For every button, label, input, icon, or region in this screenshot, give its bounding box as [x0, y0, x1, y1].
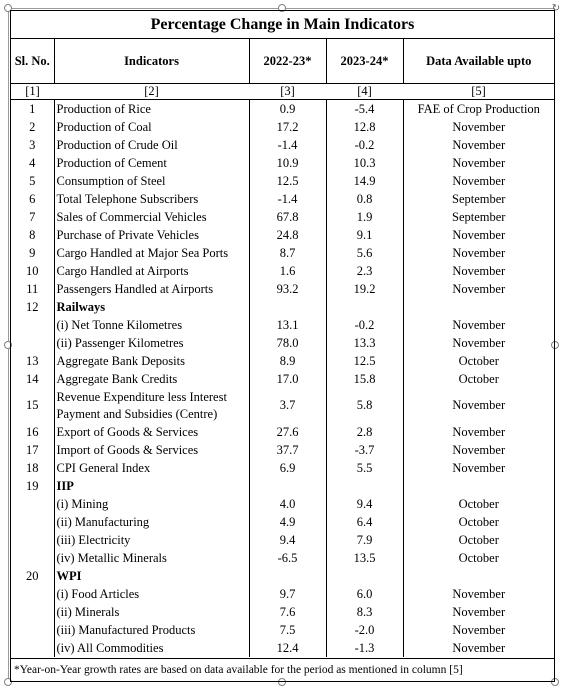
- row-sl-no: 16: [11, 423, 54, 441]
- row-indicator: WPI: [54, 567, 249, 585]
- row-data-available: [403, 298, 554, 316]
- row-indicator: Sales of Commercial Vehicles: [54, 208, 249, 226]
- row-data-available: October: [458, 550, 499, 565]
- row-data-available: November: [452, 640, 506, 655]
- table-row: [11, 226, 554, 244]
- row-value-2022-23: 8.7: [249, 244, 326, 262]
- row-sl-no: 17: [11, 441, 54, 459]
- row-data-available: October: [458, 532, 499, 547]
- row-indicator: Production of Rice: [54, 100, 249, 119]
- table-row: [11, 280, 554, 298]
- column-number-row: [11, 84, 554, 100]
- row-value-2023-24: -5.4: [326, 100, 403, 119]
- row-value-2022-23: -1.4: [249, 190, 326, 208]
- table-title: Percentage Change in Main Indicators: [11, 11, 554, 39]
- row-indicator: (ii) Passenger Kilometres: [54, 334, 249, 352]
- row-value-2022-23: [249, 477, 326, 495]
- row-sl-no: 2: [11, 118, 54, 136]
- row-sl-no: 5: [11, 172, 54, 190]
- table-row: [11, 388, 554, 423]
- row-data-available: September: [452, 191, 506, 206]
- table-row: [11, 459, 554, 477]
- row-indicator: (iii) Electricity: [54, 531, 249, 549]
- row-value-2022-23: 6.9: [249, 459, 326, 477]
- row-value-2023-24: 9.1: [326, 226, 403, 244]
- row-value-2022-23: 17.2: [249, 118, 326, 136]
- row-data-available: November: [452, 119, 506, 134]
- row-sl-no: [11, 621, 54, 639]
- row-value-2023-24: 2.3: [326, 262, 403, 280]
- row-sl-no: 20: [11, 567, 54, 585]
- row-value-2022-23: 93.2: [249, 280, 326, 298]
- row-value-2023-24: 5.5: [326, 459, 403, 477]
- row-value-2022-23: 4.9: [249, 513, 326, 531]
- row-sl-no: [11, 549, 54, 567]
- row-value-2022-23: 7.5: [249, 621, 326, 639]
- row-indicator: Revenue Expenditure less Interest Payment and Subsidies (Centre): [54, 388, 249, 423]
- row-indicator: (ii) Minerals: [54, 603, 249, 621]
- header-indicators: Indicators: [54, 39, 249, 84]
- row-value-2022-23: 10.9: [249, 154, 326, 172]
- row-data-available: November: [452, 245, 506, 260]
- row-value-2023-24: 5.8: [326, 388, 403, 423]
- table-row: [11, 262, 554, 280]
- row-value-2023-24: 8.3: [326, 603, 403, 621]
- row-sl-no: 3: [11, 136, 54, 154]
- row-value-2023-24: 1.9: [326, 208, 403, 226]
- row-indicator: Production of Coal: [54, 118, 249, 136]
- row-indicator: (i) Food Articles: [54, 585, 249, 603]
- table-row: [11, 639, 554, 657]
- row-indicator: Total Telephone Subscribers: [54, 190, 249, 208]
- table-row: [11, 100, 554, 119]
- row-sl-no: [11, 495, 54, 513]
- row-data-available: October: [458, 496, 499, 511]
- row-value-2023-24: 13.5: [326, 549, 403, 567]
- row-data-available: November: [452, 155, 506, 170]
- row-data-available: November: [452, 622, 506, 637]
- table-row: [11, 603, 554, 621]
- row-value-2023-24: -0.2: [326, 136, 403, 154]
- table-row: [11, 585, 554, 603]
- row-sl-no: [11, 639, 54, 657]
- row-value-2023-24: 5.6: [326, 244, 403, 262]
- table-row: [11, 334, 554, 352]
- row-data-available: September: [452, 209, 506, 224]
- row-indicator: Purchase of Private Vehicles: [54, 226, 249, 244]
- header-row: [11, 39, 554, 84]
- row-value-2022-23: [249, 298, 326, 316]
- row-value-2022-23: 9.7: [249, 585, 326, 603]
- row-value-2023-24: -3.7: [326, 441, 403, 459]
- table-row: [11, 208, 554, 226]
- table-row: [11, 441, 554, 459]
- table-row: [11, 513, 554, 531]
- column-number: [3]: [249, 84, 326, 100]
- row-sl-no: 6: [11, 190, 54, 208]
- row-sl-no: 9: [11, 244, 54, 262]
- header-2022-23: 2022-23*: [249, 39, 326, 84]
- row-indicator: Aggregate Bank Credits: [54, 370, 249, 388]
- row-value-2023-24: [326, 477, 403, 495]
- table-row: [11, 136, 554, 154]
- row-value-2022-23: [249, 567, 326, 585]
- row-sl-no: [11, 316, 54, 334]
- row-value-2022-23: 9.4: [249, 531, 326, 549]
- row-value-2022-23: 0.9: [249, 100, 326, 119]
- row-sl-no: 10: [11, 262, 54, 280]
- row-sl-no: [11, 585, 54, 603]
- row-value-2023-24: 12.8: [326, 118, 403, 136]
- column-number: [1]: [11, 84, 54, 100]
- row-sl-no: [11, 603, 54, 621]
- row-indicator: CPI General Index: [54, 459, 249, 477]
- row-value-2023-24: 9.4: [326, 495, 403, 513]
- row-value-2023-24: 0.8: [326, 190, 403, 208]
- row-value-2023-24: 6.0: [326, 585, 403, 603]
- column-number: [2]: [54, 84, 249, 100]
- row-data-available: [403, 477, 554, 495]
- row-data-available: November: [452, 317, 506, 332]
- row-data-available: November: [452, 424, 506, 439]
- row-data-available: October: [458, 353, 499, 368]
- table-row: [11, 621, 554, 639]
- row-value-2022-23: 67.8: [249, 208, 326, 226]
- row-indicator: (iii) Manufactured Products: [54, 621, 249, 639]
- row-sl-no: 11: [11, 280, 54, 298]
- row-indicator: (i) Net Tonne Kilometres: [54, 316, 249, 334]
- header-2023-24: 2023-24*: [326, 39, 403, 84]
- row-indicator: Production of Cement: [54, 154, 249, 172]
- row-value-2022-23: 78.0: [249, 334, 326, 352]
- row-data-available: October: [458, 514, 499, 529]
- row-sl-no: [11, 513, 54, 531]
- row-data-available: November: [452, 442, 506, 457]
- row-data-available: November: [452, 173, 506, 188]
- row-value-2023-24: 13.3: [326, 334, 403, 352]
- row-sl-no: 14: [11, 370, 54, 388]
- row-value-2022-23: 12.4: [249, 639, 326, 657]
- table-row: [11, 154, 554, 172]
- row-sl-no: 8: [11, 226, 54, 244]
- row-indicator: Cargo Handled at Major Sea Ports: [54, 244, 249, 262]
- table-row: [11, 370, 554, 388]
- row-sl-no: 13: [11, 352, 54, 370]
- row-value-2023-24: -2.0: [326, 621, 403, 639]
- row-sl-no: 15: [11, 388, 54, 423]
- row-sl-no: 4: [11, 154, 54, 172]
- row-data-available: November: [452, 460, 506, 475]
- row-sl-no: [11, 531, 54, 549]
- row-data-available: FAE of Crop Production: [417, 101, 540, 116]
- column-number: [4]: [326, 84, 403, 100]
- row-sl-no: 12: [11, 298, 54, 316]
- rotate-handle-icon[interactable]: ↻: [551, 3, 561, 14]
- row-indicator: Import of Goods & Services: [54, 441, 249, 459]
- row-value-2023-24: 6.4: [326, 513, 403, 531]
- row-value-2023-24: 14.9: [326, 172, 403, 190]
- row-indicator: Railways: [54, 298, 249, 316]
- row-value-2023-24: 2.8: [326, 423, 403, 441]
- row-sl-no: 18: [11, 459, 54, 477]
- table-row: [11, 423, 554, 441]
- row-indicator: Cargo Handled at Airports: [54, 262, 249, 280]
- row-value-2023-24: 12.5: [326, 352, 403, 370]
- row-sl-no: 7: [11, 208, 54, 226]
- row-value-2023-24: 7.9: [326, 531, 403, 549]
- row-value-2023-24: -0.2: [326, 316, 403, 334]
- row-value-2022-23: -1.4: [249, 136, 326, 154]
- row-value-2023-24: [326, 298, 403, 316]
- row-sl-no: 19: [11, 477, 54, 495]
- row-value-2022-23: 4.0: [249, 495, 326, 513]
- row-data-available: November: [452, 281, 506, 296]
- row-indicator: Export of Goods & Services: [54, 423, 249, 441]
- row-indicator: Passengers Handled at Airports: [54, 280, 249, 298]
- table-row: [11, 531, 554, 549]
- row-data-available: November: [452, 604, 506, 619]
- table-row: [11, 477, 554, 495]
- row-data-available: November: [452, 335, 506, 350]
- table-row: [11, 549, 554, 567]
- row-indicator: (ii) Manufacturing: [54, 513, 249, 531]
- indicators-table: [11, 39, 554, 657]
- row-value-2022-23: 8.9: [249, 352, 326, 370]
- row-value-2023-24: 15.8: [326, 370, 403, 388]
- row-value-2022-23: 3.7: [249, 388, 326, 423]
- row-value-2022-23: 7.6: [249, 603, 326, 621]
- row-data-available: [403, 567, 554, 585]
- table-row: [11, 352, 554, 370]
- table-row: [11, 298, 554, 316]
- indicators-document: [10, 10, 555, 682]
- row-indicator: IIP: [54, 477, 249, 495]
- row-value-2023-24: [326, 567, 403, 585]
- row-sl-no: [11, 334, 54, 352]
- row-indicator: Production of Crude Oil: [54, 136, 249, 154]
- row-data-available: November: [452, 137, 506, 152]
- row-value-2023-24: -1.3: [326, 639, 403, 657]
- table-row: [11, 316, 554, 334]
- row-data-available: November: [452, 263, 506, 278]
- table-row: [11, 244, 554, 262]
- table-row: [11, 172, 554, 190]
- column-number: [5]: [403, 84, 554, 100]
- row-value-2022-23: 1.6: [249, 262, 326, 280]
- table-row: [11, 118, 554, 136]
- table-row: [11, 190, 554, 208]
- row-data-available: November: [452, 586, 506, 601]
- row-value-2022-23: 37.7: [249, 441, 326, 459]
- row-value-2022-23: 24.8: [249, 226, 326, 244]
- row-value-2022-23: 17.0: [249, 370, 326, 388]
- row-value-2023-24: 10.3: [326, 154, 403, 172]
- row-data-available: November: [452, 398, 506, 412]
- row-indicator: (iv) Metallic Minerals: [54, 549, 249, 567]
- row-value-2022-23: 13.1: [249, 316, 326, 334]
- row-indicator: Consumption of Steel: [54, 172, 249, 190]
- row-value-2022-23: -6.5: [249, 549, 326, 567]
- row-value-2022-23: 27.6: [249, 423, 326, 441]
- table-row: [11, 495, 554, 513]
- row-data-available: November: [452, 227, 506, 242]
- row-value-2022-23: 12.5: [249, 172, 326, 190]
- row-data-available: October: [458, 371, 499, 386]
- row-indicator: Aggregate Bank Deposits: [54, 352, 249, 370]
- row-indicator: (iv) All Commodities: [54, 639, 249, 657]
- header-sl-no: Sl. No.: [11, 39, 54, 84]
- row-value-2023-24: 19.2: [326, 280, 403, 298]
- table-row: [11, 567, 554, 585]
- header-data-available: Data Available upto: [403, 39, 554, 84]
- row-indicator: (i) Mining: [54, 495, 249, 513]
- row-sl-no: 1: [11, 100, 54, 119]
- footnote: *Year-on-Year growth rates are based on data available for the period as mentioned in column [5]: [11, 658, 554, 681]
